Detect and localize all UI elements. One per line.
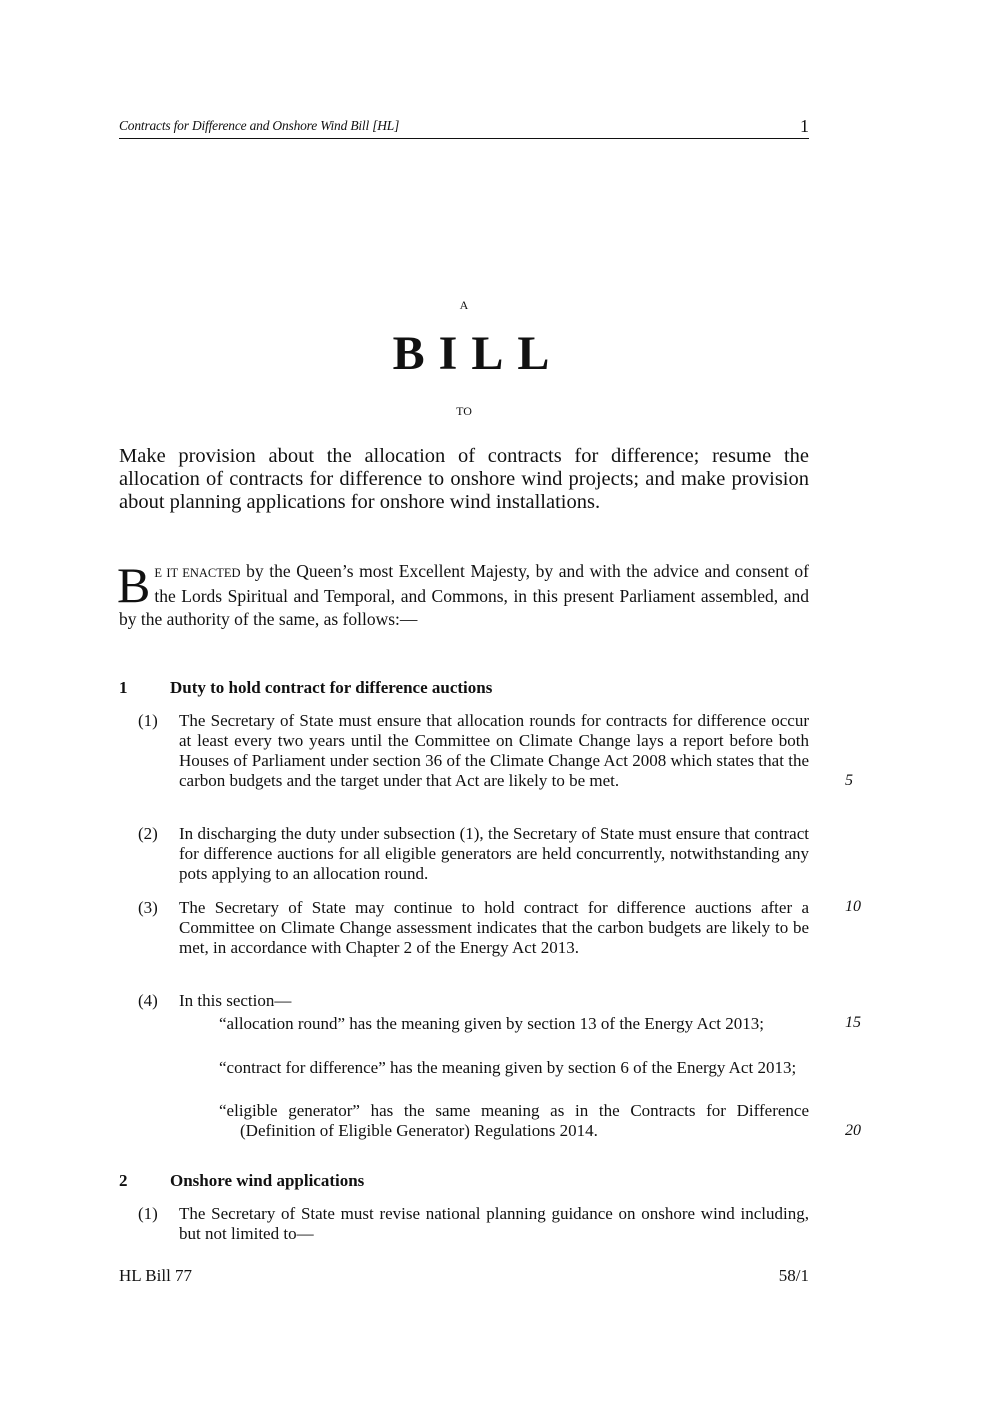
subsection-number: (3) bbox=[138, 898, 158, 917]
subsection-text: In discharging the duty under subsection (1), the Secretary of State must ensure that contract for difference auctions for all eligible generators are held concurrently, notwithstanding any pots applying to an allocation round. bbox=[179, 824, 809, 883]
drop-cap: B bbox=[117, 557, 151, 613]
to-label: TO bbox=[456, 404, 472, 418]
running-header bbox=[119, 116, 809, 139]
section-number: 2 bbox=[119, 1171, 128, 1190]
footer-bill-ref: HL Bill 77 bbox=[119, 1266, 193, 1285]
subsection-text: In this section— bbox=[179, 991, 292, 1010]
line-number: 20 bbox=[845, 1122, 861, 1139]
subsection-text: The Secretary of State may continue to hold contract for difference auctions after a Committee on Climate Change assessment indicates that the carbon budgets are likely to be met, in accordance with Chapter 2 of the Energy Act 2013. bbox=[179, 898, 809, 957]
subsection-number: (1) bbox=[138, 711, 158, 730]
definition: “allocation round” has the meaning given by section 13 of the Energy Act 2013; bbox=[219, 1014, 764, 1033]
definition: “contract for difference” has the meaning given by section 6 of the Energy Act 2013; bbox=[219, 1058, 797, 1077]
definition: “eligible generator” has the same meaning as in the Contracts for Difference (Definition of Eligible Generator) Regulations 2014. bbox=[219, 1101, 809, 1140]
bill-title: BILL bbox=[392, 327, 564, 380]
subsection-text: The Secretary of State must ensure that allocation rounds for contracts for difference occur at least every two years until the Committee on Climate Change lays a report before both Houses of Parliament under section 36 of the Climate Change Act 2008 which states that the carbon budgets and the target under that Act are likely to be met. bbox=[179, 711, 809, 790]
line-number: 5 bbox=[845, 772, 853, 789]
a-label: A bbox=[459, 298, 469, 312]
section-title: Onshore wind applications bbox=[170, 1171, 365, 1190]
page-number: 1 bbox=[800, 116, 809, 136]
subsection-number: (2) bbox=[138, 824, 158, 843]
enacting-text: by the Queen’s most Excellent Majesty, by and with the advice and consent of the Lords Spiritual and Temporal, and Commons, in this present Parliament assembled, and by the authority of the same, as follows:— bbox=[119, 561, 809, 629]
subsection-number: (4) bbox=[138, 991, 158, 1010]
subsection-text: The Secretary of State must revise national planning guidance on onshore wind including, but not limited to— bbox=[179, 1204, 809, 1243]
enacting-formula bbox=[117, 557, 809, 631]
subsection-number: (1) bbox=[138, 1204, 158, 1223]
footer-print-ref: 58/1 bbox=[778, 1266, 809, 1285]
line-number: 10 bbox=[845, 898, 861, 915]
section-title: Duty to hold contract for difference auctions bbox=[170, 678, 493, 697]
enacting-small-caps: E IT ENACTED bbox=[154, 566, 241, 580]
long-title: Make provision about the allocation of contracts for difference; resume the allocation of contracts for difference to onshore wind projects; and make provision about planning applications for onshore wind installations. bbox=[119, 445, 809, 513]
section-number: 1 bbox=[119, 678, 128, 697]
line-number: 15 bbox=[845, 1014, 861, 1031]
running-header-title: Contracts for Difference and Onshore Wind Bill [HL] bbox=[119, 118, 400, 133]
